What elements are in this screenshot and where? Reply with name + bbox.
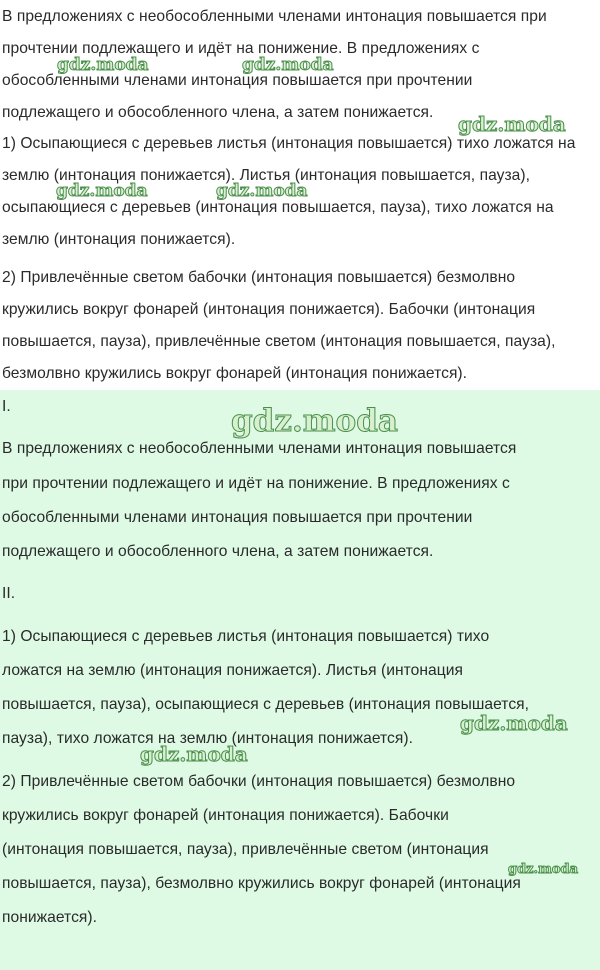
text-line: кружились вокруг фонарей (интонация понижается). Бабочки: [2, 807, 449, 824]
watermark: gdz.moda: [458, 112, 566, 136]
watermark: gdz.moda: [216, 181, 308, 201]
text-line: землю (интонация понижается).: [2, 231, 236, 248]
watermark: gdz.moda: [242, 55, 334, 75]
text-line: землю (интонация понижается). Листья (интонация повышается, пауза),: [2, 167, 531, 184]
answer-block-highlighted: [0, 390, 600, 970]
text-line: осыпающиеся с деревьев (интонация повышается, пауза), тихо ложатся на: [2, 199, 554, 216]
text-line: повышается, пауза), осыпающиеся с деревьев (интонация повышается,: [2, 696, 530, 713]
watermark: gdz.moda: [460, 711, 568, 735]
text-line: подлежащего и обособленного члена, а затем понижается.: [2, 104, 434, 121]
text-line: обособленными членами интонация повышается при прочтении: [2, 509, 473, 526]
text-line: при прочтении подлежащего и идёт на понижение. В предложениях с: [2, 475, 510, 492]
text-line: прочтении подлежащего и идёт на понижение. В предложениях с: [2, 40, 480, 57]
text-line: подлежащего и обособленного члена, а затем понижается.: [2, 543, 434, 560]
text-line: В предложениях с необособленными членами интонация повышается: [2, 440, 517, 457]
text-line: кружились вокруг фонарей (интонация понижается). Бабочки (интонация: [2, 301, 536, 318]
text-line: повышается, пауза), безмолвно кружились вокруг фонарей (интонация: [2, 875, 521, 892]
text-line: (интонация повышается, пауза), привлечённые светом (интонация: [2, 841, 489, 858]
text-line: безмолвно кружились вокруг фонарей (интонация понижается).: [2, 365, 468, 382]
watermark: gdz.moda: [508, 862, 579, 877]
text-line: 2) Привлечённые светом бабочки (интонация повышается) безмолвно: [2, 269, 516, 286]
text-line: 1) Осыпающиеся с деревьев листья (интонация повышается) тихо: [2, 628, 490, 645]
text-line: В предложениях с необособленными членами интонация повышается при: [2, 8, 547, 25]
text-line: пауза), тихо ложатся на землю (интонация понижается).: [2, 730, 414, 747]
watermark: gdz.moda: [140, 742, 248, 766]
section-number: I.: [2, 398, 11, 415]
text-line: обособленными членами интонация повышается при прочтении: [2, 72, 473, 89]
text-line: ложатся на землю (интонация понижается). Листья (интонация: [2, 662, 464, 679]
watermark: gdz.moda: [57, 55, 149, 75]
watermark: gdz.moda: [56, 181, 148, 201]
text-line: понижается).: [2, 909, 98, 926]
text-line: 2) Привлечённые светом бабочки (интонация повышается) безмолвно: [2, 773, 516, 790]
text-line: 1) Осыпающиеся с деревьев листья (интонация повышается) тихо ложатся на: [2, 135, 576, 152]
text-line: повышается, пауза), привлечённые светом (интонация повышается, пауза),: [2, 333, 556, 350]
section-number: II.: [2, 585, 16, 602]
answer-block-plain: [0, 0, 600, 390]
watermark: gdz.moda: [231, 403, 398, 439]
